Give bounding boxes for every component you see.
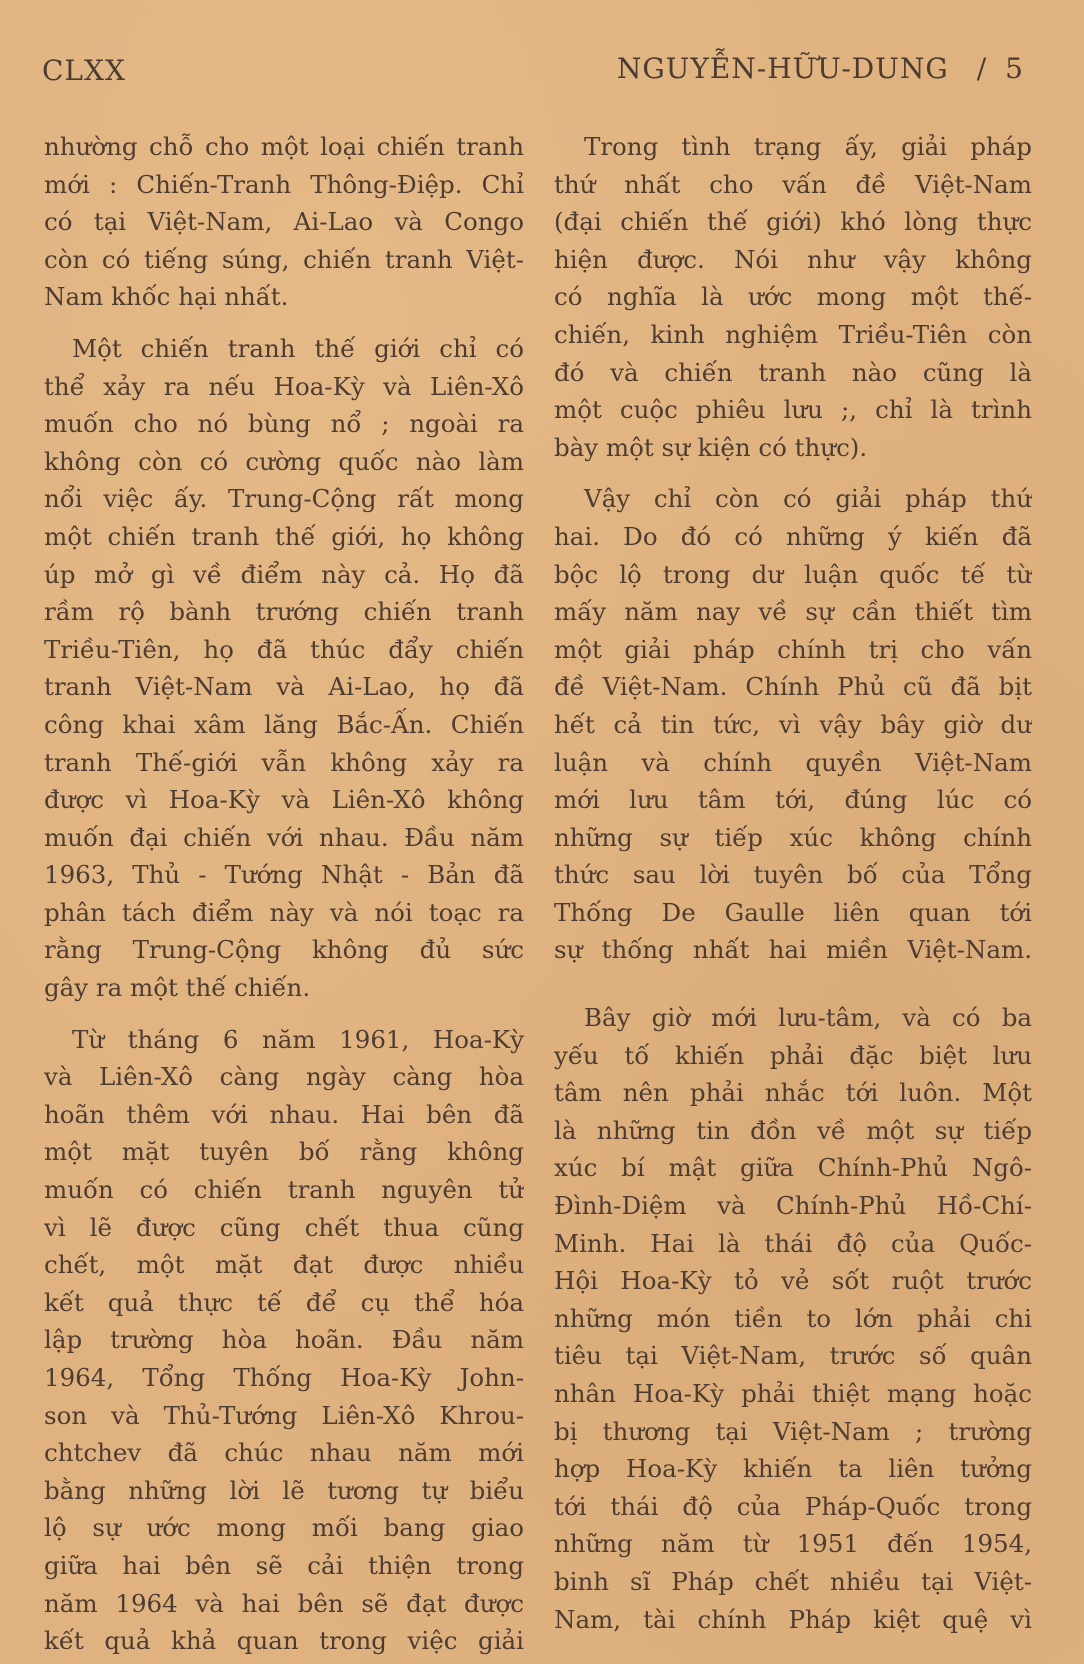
text-line: tiêu tại Việt-Nam, trước số quân [554, 1341, 1032, 1371]
text-line: thể xảy ra nếu Hoa-Kỳ và Liên-Xô [44, 371, 524, 401]
text-line: Một chiến tranh thế giới chỉ có [72, 333, 524, 363]
text-line: còn có tiếng súng, chiến tranh Việt- [44, 244, 524, 274]
text-line: muốn có chiến tranh nguyên tử [44, 1175, 524, 1205]
text-line: muốn cho nó bùng nổ ; ngoài ra [44, 409, 524, 439]
header-separator: / [976, 52, 988, 85]
page-number: 5 [1005, 52, 1024, 85]
text-line: nhân Hoa-Kỳ phải thiệt mạng hoặc [554, 1379, 1032, 1408]
text-line: một mặt tuyên bố rằng không [44, 1137, 524, 1167]
text-line: là những tin đồn về một sự tiếp [554, 1115, 1032, 1145]
text-line: hợp Hoa-Kỳ khiến ta liên tưởng [554, 1454, 1032, 1484]
text-line: hiện được. Nói như vậy không [554, 244, 1032, 274]
text-line: kết quả thực tế để cụ thể hóa [44, 1287, 524, 1317]
text-line: phân tách điểm này và nói toạc ra [44, 897, 524, 927]
text-line: tới thái độ của Pháp-Quốc trong [554, 1491, 1032, 1521]
text-line: Hội Hoa-Kỳ tỏ vẻ sốt ruột trước [554, 1266, 1032, 1296]
text-line: luận và chính quyền Việt-Nam [554, 747, 1032, 777]
text-line: thức sau lời tuyên bố của Tổng [554, 860, 1032, 890]
text-line: một giải pháp chính trị cho vấn [554, 634, 1032, 664]
text-line: xúc bí mật giữa Chính-Phủ Ngô- [554, 1153, 1032, 1183]
text-line: Nam khốc hại nhất. [44, 282, 289, 312]
text-line: mới : Chiến-Tranh Thông-Điệp. Chỉ [44, 169, 524, 199]
right-column [554, 128, 1032, 1638]
text-line: có nghĩa là ước mong một thế- [554, 282, 1032, 312]
text-line: bị thương tại Việt-Nam ; trường [554, 1416, 1032, 1446]
text-line: Triều-Tiên, họ đã thúc đẩy chiến [44, 634, 524, 664]
text-line: không còn có cường quốc nào làm [44, 446, 524, 476]
paragraph [554, 128, 1032, 466]
text-line: mới lưu tâm tới, đúng lúc có [554, 785, 1032, 815]
text-line: bộc lộ trong dư luận quốc tế từ [554, 559, 1032, 589]
text-line: chtchev đã chúc nhau năm mới [44, 1438, 524, 1468]
text-line: Bây giờ mới lưu-tâm, và có ba [584, 1003, 1032, 1033]
text-line: thứ nhất cho vấn đề Việt-Nam [554, 169, 1032, 199]
running-header [617, 52, 1024, 85]
text-line: hoãn thêm với nhau. Hai bên đã [44, 1099, 524, 1129]
text-line: giữa hai bên sẽ cải thiện trong [44, 1550, 524, 1580]
text-line: Trong tình trạng ấy, giải pháp [584, 132, 1032, 161]
section-numeral: CLXX [42, 54, 126, 87]
text-line: Đình-Diệm và Chính-Phủ Hồ-Chí- [554, 1191, 1032, 1221]
text-line: công khai xâm lăng Bắc-Ấn. Chiến [44, 709, 524, 739]
text-line: được vì Hoa-Kỳ và Liên-Xô không [44, 785, 524, 815]
text-line: úp mở gì về điểm này cả. Họ đã [44, 559, 524, 589]
text-line: lộ sự ước mong mối bang giao [44, 1513, 524, 1543]
text-line: những món tiền to lớn phải chi [554, 1303, 1032, 1333]
paragraph [554, 480, 1032, 969]
text-line: 1963, Thủ - Tướng Nhật - Bản đã [44, 860, 524, 890]
text-line: rầm rộ bành trướng chiến tranh [44, 597, 524, 627]
paragraph [44, 128, 524, 316]
text-line: một cuộc phiêu lưu ;, chỉ là trình [554, 395, 1032, 425]
text-line: hai. Do đó có những ý kiến đã [554, 521, 1032, 551]
text-line: có tại Việt-Nam, Ai-Lao và Congo [44, 207, 524, 237]
text-line: Từ tháng 6 năm 1961, Hoa-Kỳ [72, 1024, 524, 1054]
text-line: những sự tiếp xúc không chính [554, 822, 1032, 852]
text-line: tranh Việt-Nam và Ai-Lao, họ đã [44, 672, 524, 702]
text-line: nổi việc ấy. Trung-Cộng rất mong [44, 484, 524, 514]
text-line: rằng Trung-Cộng không đủ sức [44, 935, 524, 965]
text-line: chết, một mặt đạt được nhiều [44, 1250, 524, 1280]
text-line: bằng những lời lẽ tương tự biểu [44, 1475, 524, 1505]
text-line: và Liên-Xô càng ngày càng hòa [44, 1062, 524, 1092]
text-line: son và Thủ-Tướng Liên-Xô Khrou- [44, 1400, 524, 1430]
paragraph [44, 330, 524, 1007]
text-line: vì lẽ được cũng chết thua cũng [44, 1212, 524, 1242]
text-line: kết quả khả quan trong việc giải [44, 1626, 524, 1656]
text-line: hết cả tin tức, vì vậy bây giờ dư [554, 709, 1032, 739]
text-line: (đại chiến thế giới) khó lòng thực [554, 207, 1032, 237]
text-line: năm 1964 và hai bên sẽ đạt được [44, 1588, 524, 1618]
text-line: đó và chiến tranh nào cũng là [554, 357, 1032, 387]
text-line: lập trường hòa hoãn. Đầu năm [44, 1325, 524, 1355]
author-name: NGUYỄN-HỮU-DUNG [616, 52, 949, 85]
text-line: một chiến tranh thế giới, họ không [44, 521, 524, 551]
text-line: Thống De Gaulle liên quan tới [554, 897, 1032, 927]
text-line: sự thống nhất hai miền Việt-Nam. [554, 935, 1032, 965]
text-line: những năm từ 1951 đến 1954, [554, 1529, 1032, 1559]
text-line: tranh Thế-giới vẫn không xảy ra [44, 747, 524, 777]
text-line: Vậy chỉ còn có giải pháp thứ [584, 484, 1032, 514]
paragraph [44, 1021, 524, 1660]
paragraph [554, 999, 1032, 1638]
text-line: 1964, Tổng Thống Hoa-Kỳ John- [44, 1363, 524, 1392]
text-line: nhường chỗ cho một loại chiến tranh [44, 132, 524, 161]
left-column [44, 128, 524, 1660]
text-line: Nam, tài chính Pháp kiệt quệ vì [554, 1604, 1032, 1634]
text-line: đề Việt-Nam. Chính Phủ cũ đã bịt [554, 672, 1032, 702]
text-line: mấy năm nay về sự cần thiết tìm [554, 597, 1032, 627]
text-line: Minh. Hai là thái độ của Quốc- [554, 1228, 1032, 1258]
text-line: tâm nên phải nhắc tới luôn. Một [554, 1078, 1032, 1108]
text-line: muốn đại chiến với nhau. Đầu năm [44, 822, 524, 852]
text-line: bày một sự kiện có thực). [554, 432, 868, 462]
text-line: binh sĩ Pháp chết nhiều tại Việt- [554, 1566, 1032, 1596]
text-line: chiến, kinh nghiệm Triều-Tiên còn [554, 319, 1032, 349]
text-line: yếu tố khiến phải đặc biệt lưu [554, 1040, 1032, 1070]
text-line: gây ra một thế chiến. [44, 973, 311, 1003]
